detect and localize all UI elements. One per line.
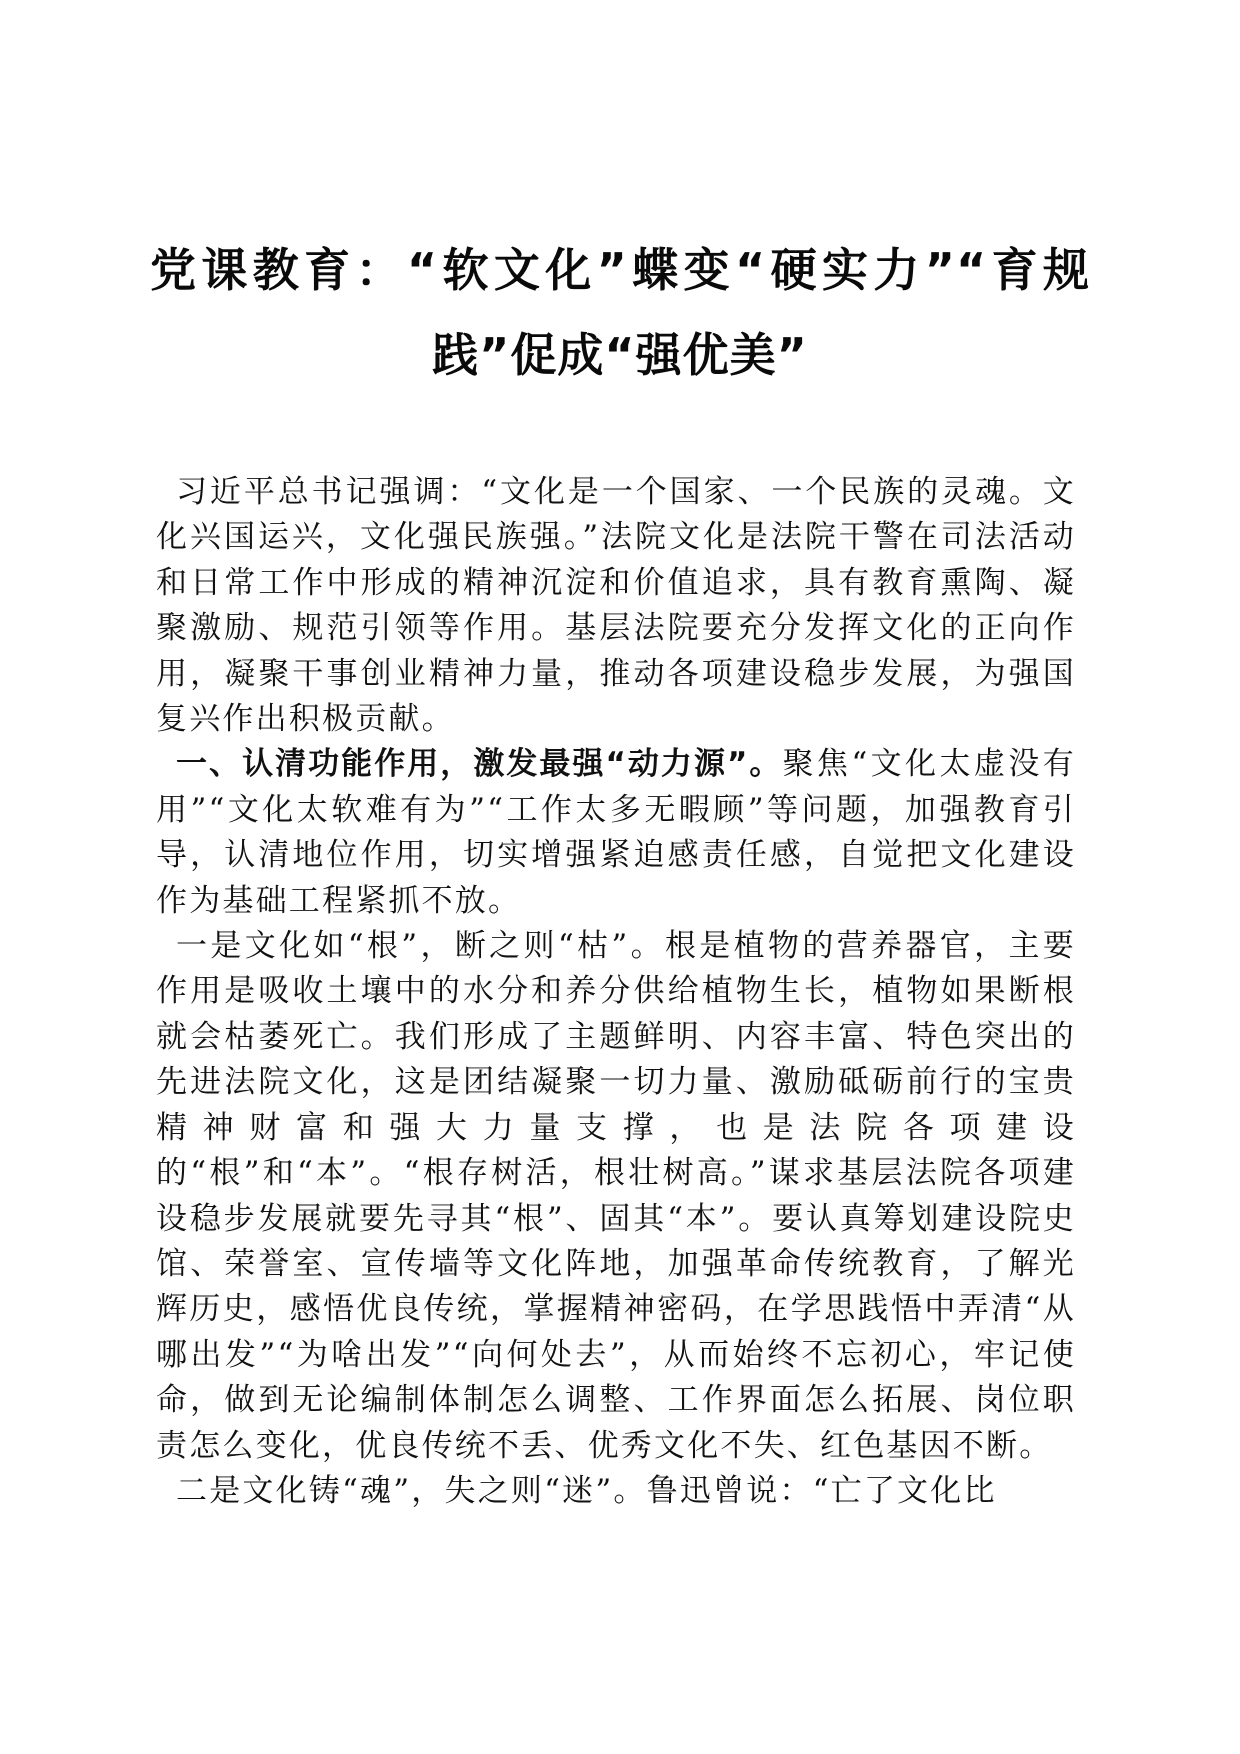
- title-line-2: 践”促成“强优美”: [432, 328, 808, 382]
- title-line-1: 党课教育：“软文化”蝶变“硬实力”“育规: [150, 243, 1090, 297]
- paragraph-text: 二是文化铸“魂”，失之则“迷”。鲁迅曾说：“亡了文化比: [176, 1472, 997, 1509]
- intro-paragraph: [156, 470, 1076, 742]
- point-two-paragraph: [156, 1469, 1076, 1514]
- document-title: [150, 228, 1090, 398]
- paragraph-text: 习近平总书记强调：“文化是一个国家、一个民族的灵魂。文化兴国运兴，文化强民族强。”法院文化是法院干警在司法活动和日常工作中形成的精神沉淀和价值追求，具有教育熏陶、凝聚激励、规范引领等作用。基层法院要充分发挥文化的正向作用，凝聚干事创业精神力量，推动各项建设稳步发展，为强国复兴作出积极贡献。: [156, 474, 1076, 738]
- document-body: [156, 470, 1076, 1514]
- section-heading: 一、认清功能作用，激发最强“动力源”。: [176, 746, 783, 783]
- paragraph-text: 一是文化如“根”，断之则“枯”。根是植物的营养器官，主要作用是吸收土壤中的水分和养分供给植物生长，植物如果断根就会枯萎死亡。我们形成了主题鲜明、内容丰富、特色突出的先进法院文化，这是团结凝聚一切力量、激励砥砺前行的宝贵精神财富和强大力量支撑，也是法院各项建设的“根”和“本”。“根存树活，根壮树高。”谋求基层法院各项建设稳步发展就要先寻其“根”、固其“本”。要认真筹划建设院史馆、荣誉室、宣传墙等文化阵地，加强革命传统教育，了解光辉历史，感悟优良传统，掌握精神密码，在学思践悟中弄清“从哪出发”“为啥出发”“向何处去”，从而始终不忘初心，牢记使命，做到无论编制体制怎么调整、工作界面怎么拓展、岗位职责怎么变化，优良传统不丢、优秀文化不失、红色基因不断。: [156, 928, 1076, 1464]
- paragraph-text: 聚焦“文化太虚没有用”“文化太软难有为”“工作太多无暇顾”等问题，加强教育引导，认清地位作用，切实增强紧迫感责任感，自觉把文化建设作为基础工程紧抓不放。: [156, 746, 1076, 919]
- point-one-paragraph: [156, 924, 1076, 1469]
- section-one-paragraph: [156, 742, 1076, 924]
